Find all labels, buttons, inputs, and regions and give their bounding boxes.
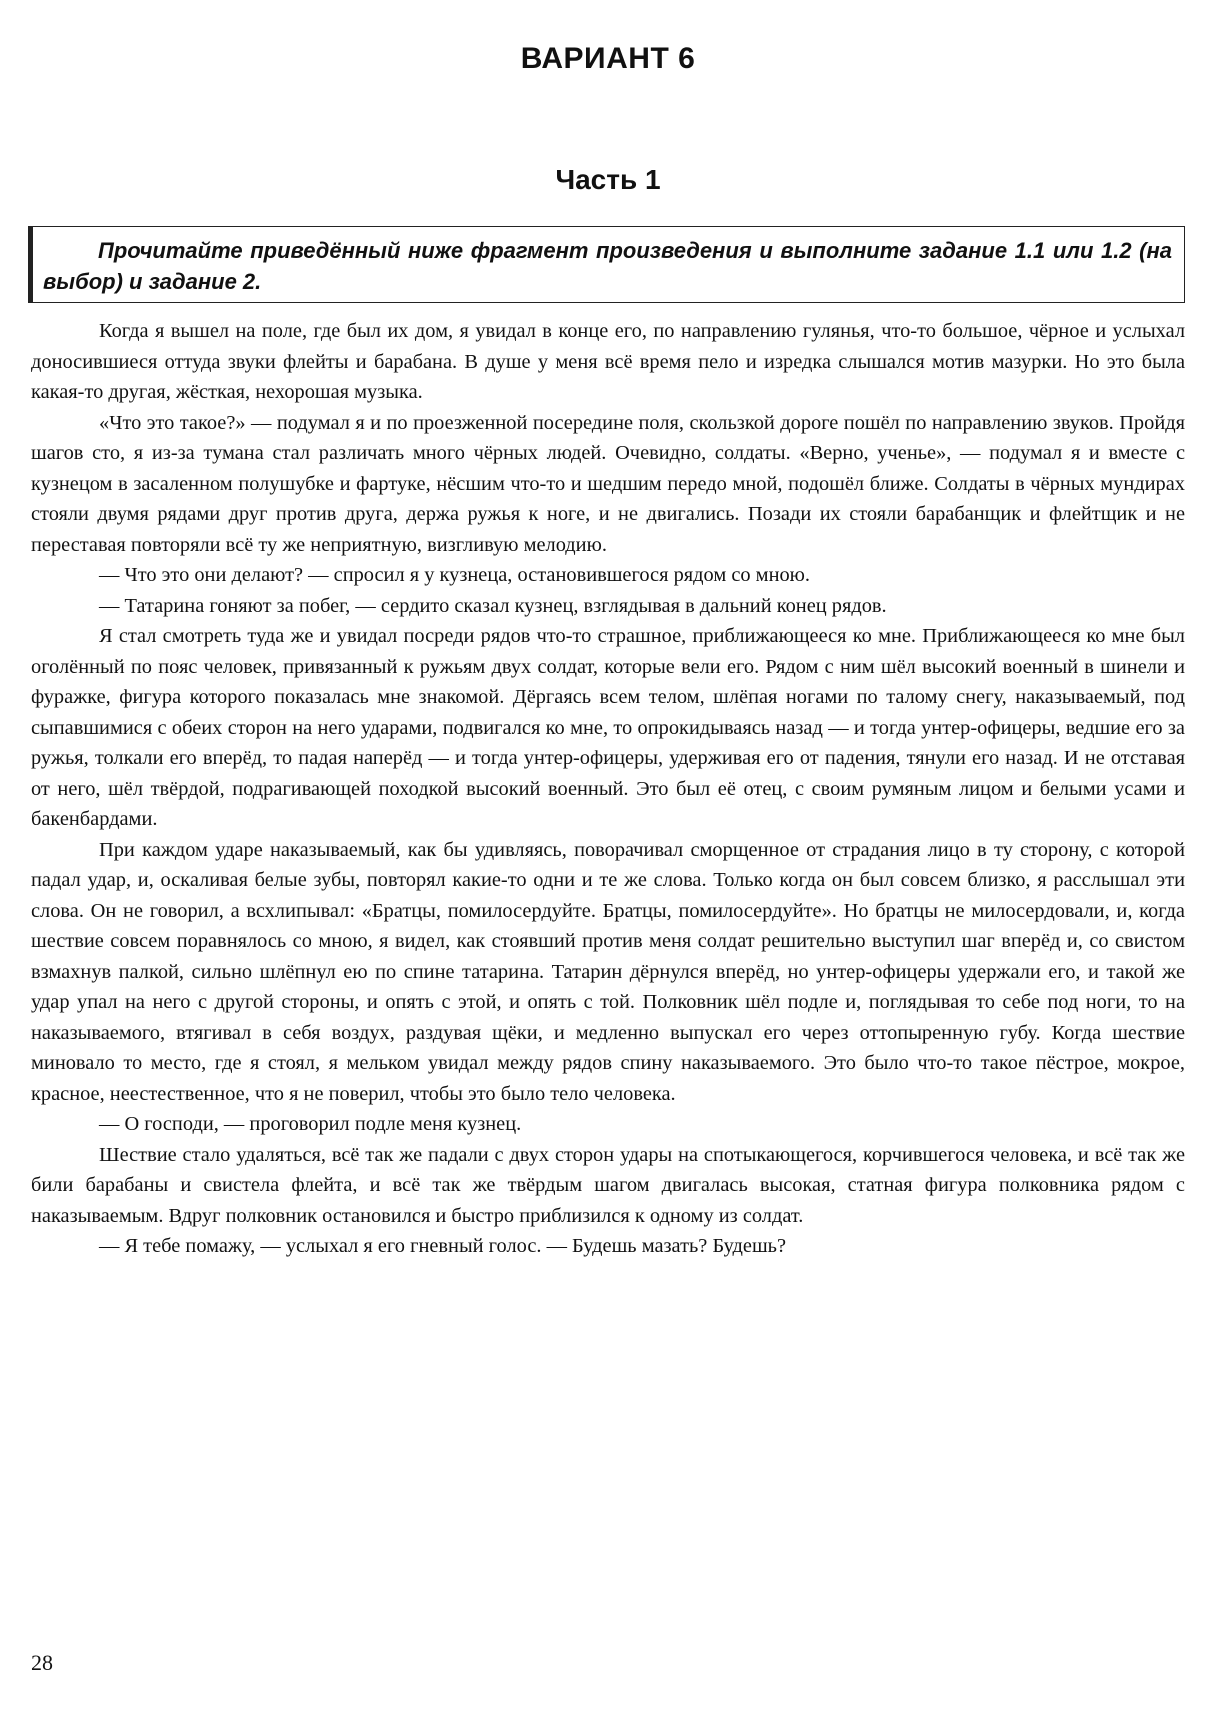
paragraph: «Что это такое?» — подумал я и по проезженной посередине поля, скользкой дороге пошёл по направлению звуков. Пройдя шагов сто, я из-за тумана стал различать много чёрных людей. Очевидно, солдаты. «Верно, ученье», — подумал я и вместе с кузнецом в засаленном полушубке и фартуке, нёсшим что-то и шедшим передо мной, подошёл ближе. Солдаты в чёрных мундирах стояли двумя рядами друг против друга, держа ружья к ноге, и не двигались. Позади их стояли барабанщик и флейтщик и не переставая повторяли всё ту же неприятную, визгливую мелодию. bbox=[31, 411, 1185, 556]
variant-title: ВАРИАНТ 6 bbox=[520, 42, 696, 75]
paragraph: Шествие стало удаляться, всё так же падали с двух сторон удары на спотыкающегося, корчившегося человека, и всё так же били барабаны и свистела флейта, и всё так же твёрдым шагом двигалась высокая, статная фигура полковника рядом с наказываемым. Вдруг полковник остановился и быстро приблизился к одному из солдат. bbox=[31, 1143, 1185, 1227]
paragraph: При каждом ударе наказываемый, как бы удивляясь, поворачивал сморщенное от страдания лицо в ту сторону, с которой падал удар, и, оскаливая белые зубы, повторял какие-то одни и те же слова. Только когда он был совсем близко, я расслышал эти слова. Он не говорил, а всхлипывал: «Братцы, помилосердуйте. Братцы, помилосердуйте». Но братцы не милосердовали, и, когда шествие совсем поравнялось со мною, я видел, как стоявший против меня солдат решительно выступил шаг вперёд и, со свистом взмахнув палкой, сильно шлёпнул ею по спине татарина. Татарин дёрнулся вперёд, но унтер-офицеры удержали его, и такой же удар упал на него с другой стороны, и опять с этой, и опять с той. Полковник шёл подле и, поглядывая то себе под ноги, то на наказываемого, втягивал в себя воздух, раздувая щёки, и медленно выпускал его через оттопыренную губу. Когда шествие миновало то место, где я стоял, я мельком увидал между рядов спину наказываемого. Это было что-то такое пёстрое, мокрое, красное, неестественное, что я не поверил, чтобы это было тело человека. bbox=[31, 838, 1185, 1105]
literary-excerpt bbox=[31, 316, 1185, 1262]
paragraph: — О господи, — проговорил подле меня кузнец. bbox=[99, 1113, 522, 1135]
paragraph: — Я тебе помажу, — услыхал я его гневный голос. — Будешь мазать? Будешь? bbox=[99, 1235, 787, 1257]
paragraph: — Татарина гоняют за побег, — сердито сказал кузнец, взглядывая в дальний конец рядов. bbox=[99, 594, 887, 617]
paragraph: — Что это они делают? — спросил я у кузнеца, остановившегося рядом со мною. bbox=[99, 564, 811, 586]
paragraph: Когда я вышел на поле, где был их дом, я увидал в конце его, по направлению гулянья, что-то большое, чёрное и услыхал доносившиеся оттуда звуки флейты и барабана. В душе у меня всё время пело и изредка слышался мотив мазурки. Но это была какая-то другая, жёсткая, нехорошая музыка. bbox=[31, 320, 1185, 403]
page-number: 28 bbox=[31, 1650, 53, 1675]
task-instruction-box bbox=[28, 226, 1185, 303]
task-instruction-text: Прочитайте приведённый ниже фрагмент произведения и выполните задание 1.1 или 1.2 (на выбор) и задание 2. bbox=[43, 238, 1172, 294]
part-title: Часть 1 bbox=[555, 164, 661, 195]
paragraph: Я стал смотреть туда же и увидал посреди рядов что-то страшное, приближающееся ко мне. Приближающееся ко мне был оголённый по пояс человек, привязанный к ружьям двух солдат, которые вели его. Рядом с ним шёл высокий военный в шинели и фуражке, фигура которого показалась мне знакомой. Дёргаясь всем телом, шлёпая ногами по талому снегу, наказываемый, под сыпавшимися с обеих сторон на него ударами, подвигался ко мне, то опрокидываясь назад — и тогда унтер-офицеры, ведшие его за ружья, толкали его вперёд, то падая наперёд — и тогда унтер-офицеры, удерживая его от падения, тянули его назад. И не отставая от него, шёл твёрдой, подрагивающей походкой высокий военный. Это был её отец, с своим румяным лицом и белыми усами и бакенбардами. bbox=[31, 625, 1185, 830]
